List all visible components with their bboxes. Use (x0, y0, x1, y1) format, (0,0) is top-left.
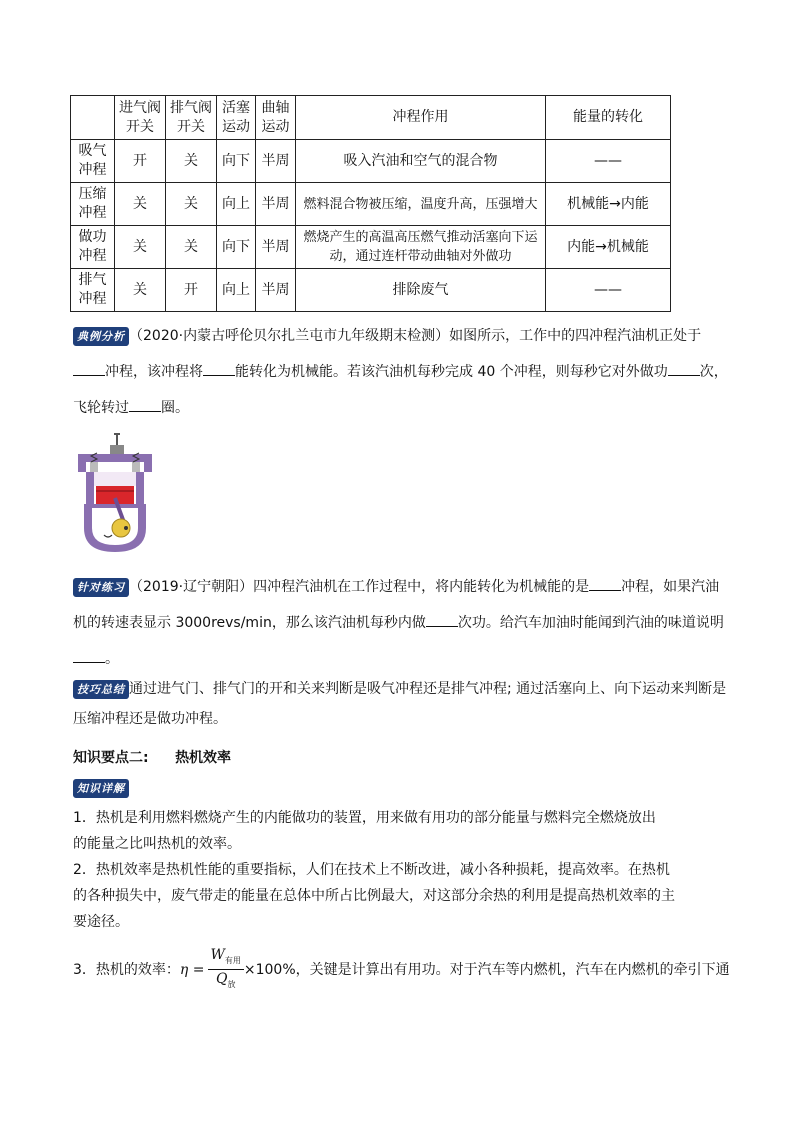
denominator-subscript: 放 (227, 979, 236, 989)
table-cell: 燃烧产生的高温高压燃气推动活塞向下运动，通过连杆带动曲轴对外做功 (296, 226, 546, 269)
formula-prefix: 3．热机的效率： (73, 962, 180, 978)
table-row (71, 226, 671, 269)
section-title: 知识要点二: (73, 750, 149, 766)
table-cell: 半周 (256, 140, 296, 183)
answer-blank[interactable] (73, 361, 105, 376)
skill-summary (73, 671, 727, 737)
practice-text: 次功。给汽车加油时能闻到汽油的味道说明 (457, 615, 724, 631)
table-cell: 半周 (256, 183, 296, 226)
efficiency-fraction (208, 947, 244, 994)
paragraph-line: 的能量之比叫热机的效率。 (73, 836, 241, 852)
paragraph-line: 2．热机效率是热机性能的重要指标，人们在技术上不断改进，减小各种损耗，提高效率。在热机 (73, 862, 670, 878)
practice-text: 。 (105, 651, 119, 667)
formula-rest: ，关键是计算出有用功。对于汽车等内燃机，汽车在内燃机的牵引下通 (295, 962, 730, 978)
table-cell: 内能→机械能 (546, 226, 671, 269)
example-text: 冲程，该冲程将 (105, 364, 203, 380)
engine-diagram (74, 432, 156, 554)
table-row (71, 269, 671, 312)
knowledge-tag-line (73, 778, 129, 798)
table-cell: 开 (166, 269, 217, 312)
table-cell: 吸入汽油和空气的混合物 (296, 140, 546, 183)
eta-symbol: η = (179, 962, 205, 978)
table-cell: —— (546, 140, 671, 183)
summary-tag: 技巧总结 (73, 680, 129, 699)
practice-tag: 针对练习 (73, 578, 129, 597)
table-header-cell: 能量的转化 (546, 96, 671, 140)
answer-blank[interactable] (129, 397, 161, 412)
table-cell: 向下 (217, 140, 256, 183)
table-cell: 半周 (256, 226, 296, 269)
knowledge-tag: 知识详解 (73, 779, 129, 798)
table-header-cell (71, 96, 115, 140)
table-cell: 向上 (217, 183, 256, 226)
table-cell: 做功冲程 (71, 226, 115, 269)
practice-text: 机的转速表显示 3000revs/min，那么该汽油机每秒内做 (73, 615, 426, 631)
answer-blank[interactable] (589, 576, 621, 591)
answer-blank[interactable] (73, 648, 105, 663)
table-cell: 机械能→内能 (546, 183, 671, 226)
table-cell: 压缩冲程 (71, 183, 115, 226)
table-cell: 燃料混合物被压缩，温度升高，压强增大 (296, 183, 546, 226)
example-text: 飞轮转过 (73, 400, 129, 416)
example-text: 圈。 (161, 400, 189, 416)
example-line1: （2020·内蒙古呼伦贝尔扎兰屯市九年级期末检测）如图所示，工作中的四冲程汽油机正处于 (129, 328, 702, 344)
table-cell: —— (546, 269, 671, 312)
example-text: 次， (699, 364, 728, 380)
practice-text: 冲程，如果汽油 (621, 579, 720, 595)
table-cell: 开 (115, 140, 166, 183)
table-row (71, 140, 671, 183)
paragraph-line: 的各种损失中，废气带走的能量在总体中所占比例最大，对这部分余热的利用是提高热机效率的主 (73, 888, 675, 904)
table-cell: 关 (166, 140, 217, 183)
table-header-row (71, 96, 671, 140)
paragraph-line: 1．热机是利用燃料燃烧产生的内能做功的装置，用来做有用功的部分能量与燃料完全燃烧放出 (73, 810, 656, 826)
fraction-denominator: Q (215, 970, 228, 987)
practice-text: （2019·辽宁朝阳）四冲程汽油机在工作过程中，将内能转化为机械能的是 (129, 579, 590, 595)
answer-blank[interactable] (203, 361, 235, 376)
table-cell: 半周 (256, 269, 296, 312)
example-tag: 典例分析 (73, 327, 129, 346)
section-subtitle: 热机效率 (175, 750, 232, 766)
table-header-cell: 活塞运动 (217, 96, 256, 140)
numerator-subscript: 有用 (224, 955, 241, 965)
example-text: 能转化为机械能。若该汽油机每秒完成 40 个冲程，则每秒它对外做功 (235, 364, 668, 380)
table-header-cell: 进气阀开关 (115, 96, 166, 140)
practice-problem (73, 569, 723, 677)
table-header-cell: 冲程作用 (296, 96, 546, 140)
fraction-numerator: W (210, 946, 225, 963)
section-heading (73, 748, 231, 768)
table-cell: 关 (115, 183, 166, 226)
table-cell: 向上 (217, 269, 256, 312)
table-row (71, 183, 671, 226)
stroke-table (70, 95, 671, 312)
table-header-cell: 排气阀开关 (166, 96, 217, 140)
table-cell: 关 (115, 269, 166, 312)
paragraph-line: 要途径。 (73, 914, 129, 930)
table-cell: 向下 (217, 226, 256, 269)
formula-times: ×100% (243, 962, 296, 978)
table-cell: 排除废气 (296, 269, 546, 312)
table-cell: 吸气冲程 (71, 140, 115, 183)
efficiency-formula-line (73, 946, 730, 990)
table-cell: 关 (115, 226, 166, 269)
table-cell: 关 (166, 226, 217, 269)
table-cell: 排气冲程 (71, 269, 115, 312)
answer-blank[interactable] (668, 361, 700, 376)
table-cell: 关 (166, 183, 217, 226)
example-problem (73, 318, 728, 426)
summary-text: 通过进气门、排气门的开和关来判断是吸气冲程还是排气冲程; 通过活塞向上、向下运动来判断是 (129, 681, 727, 697)
answer-blank[interactable] (426, 612, 458, 627)
table-header-cell: 曲轴运动 (256, 96, 296, 140)
summary-text: 压缩冲程还是做功冲程。 (73, 711, 227, 727)
